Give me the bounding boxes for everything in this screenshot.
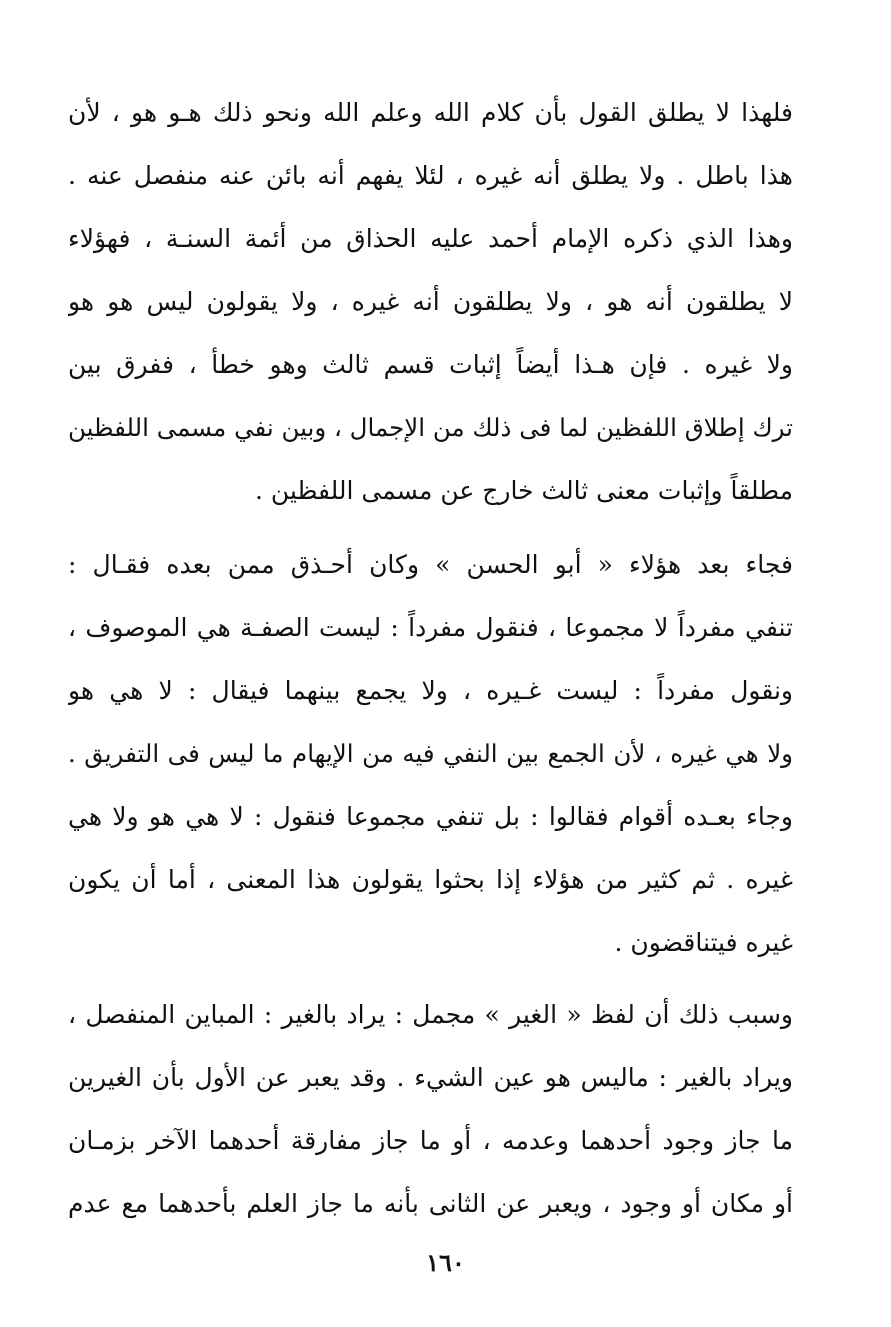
paragraph-1: [68, 81, 793, 522]
text-line: ولا هي غيره ، لأن الجمع بين النفي فيه من الإيهام ما ليس فى التفريق .: [68, 739, 793, 768]
text-line: فلهذا لا يطلق القول بأن كلام الله وعلم الله ونحو ذلك هـو هو ، لأن: [68, 98, 793, 127]
text-line: ويراد بالغير : ماليس هو عين الشيء . وقد يعبر عن الأول بأن الغيرين: [68, 1063, 793, 1092]
paragraph-2: [68, 533, 793, 974]
text-line: أو مكان أو وجود ، ويعبر عن الثانى بأنه ما جاز العلم بأحدهما مع عدم: [68, 1189, 793, 1218]
text-line: وسبب ذلك أن لفظ « الغير » مجمل : يراد بالغير : المباين المنفصل ،: [68, 1000, 793, 1029]
text-line: وجاء بعـده أقوام فقالوا : بل تنفي مجموعا فنقول : لا هي هو ولا هي: [68, 802, 793, 831]
text-line: ترك إطلاق اللفظين لما فى ذلك من الإجمال ، وبين نفي مسمى اللفظين: [68, 413, 793, 442]
text-line: فجاء بعد هؤلاء « أبو الحسن » وكان أحـذق ممن بعده فقـال :: [68, 550, 793, 579]
text-line: ولا غيره . فإن هـذا أيضاً إثبات قسم ثالث وهو خطأ ، ففرق بين: [68, 350, 793, 379]
text-line: غيره فيتناقضون .: [614, 928, 793, 957]
page-number: ١٦٠: [426, 1248, 465, 1277]
text-line: وهذا الذي ذكره الإمام أحمد عليه الحذاق من أئمة السنـة ، فهؤلاء: [68, 224, 793, 253]
text-line: ما جاز وجود أحدهما وعدمه ، أو ما جاز مفارقة أحدهما الآخر بزمـان: [68, 1126, 793, 1155]
paragraph-3: [68, 983, 793, 1235]
text-line: ونقول مفرداً : ليست غـيره ، ولا يجمع بينهما فيقال : لا هي هو: [68, 676, 793, 705]
text-line: مطلقاً وإثبات معنى ثالث خارج عن مسمى اللفظين .: [255, 476, 793, 505]
text-line: تنفي مفرداً لا مجموعا ، فنقول مفرداً : ليست الصفـة هي الموصوف ،: [68, 613, 793, 642]
text-line: غيره . ثم كثير من هؤلاء إذا بحثوا يقولون هذا المعنى ، أما أن يكون: [68, 865, 793, 894]
text-line: لا يطلقون أنه هو ، ولا يطلقون أنه غيره ، ولا يقولون ليس هو هو: [68, 287, 793, 316]
text-line: هذا باطل . ولا يطلق أنه غيره ، لئلا يفهم أنه بائن عنه منفصل عنه .: [68, 161, 793, 190]
